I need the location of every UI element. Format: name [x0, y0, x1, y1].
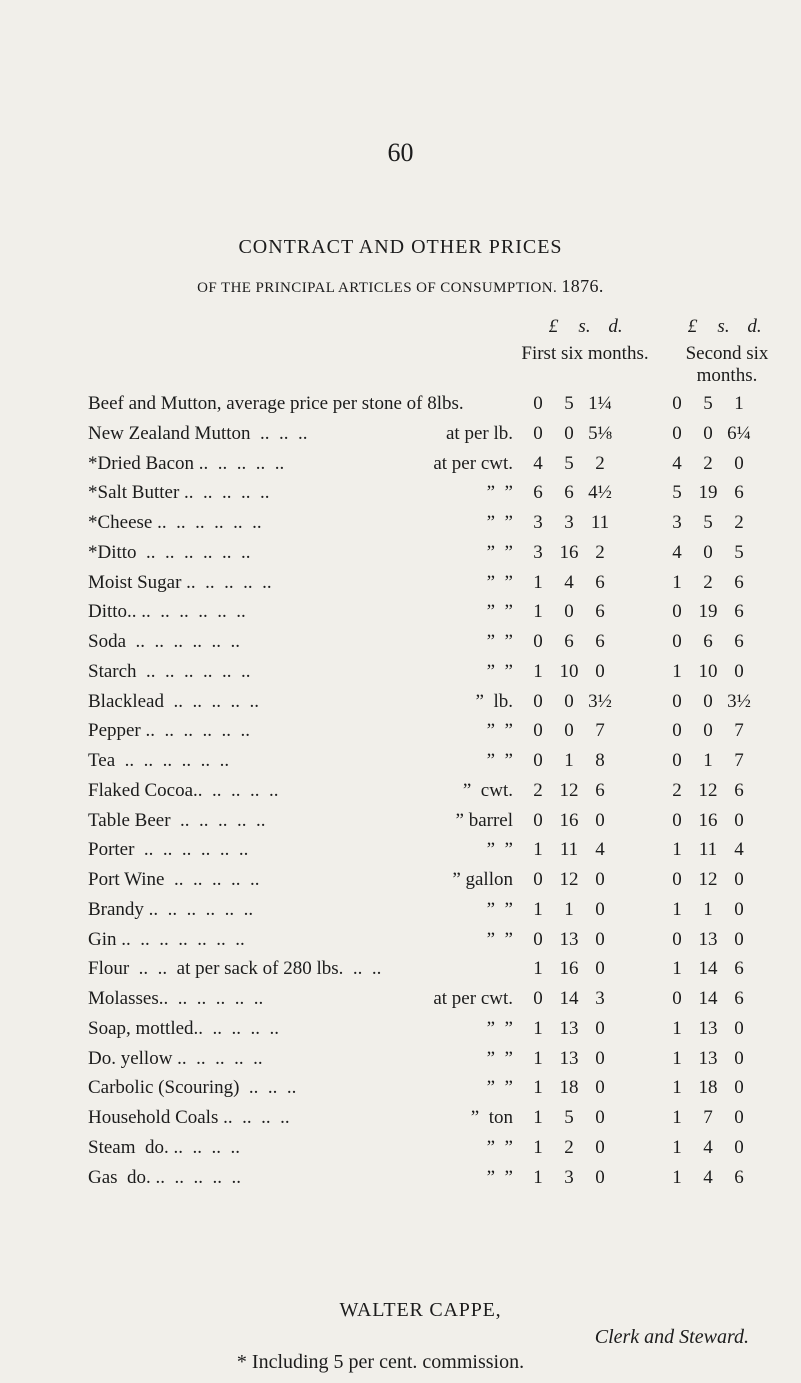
- second-period-pounds: 0: [672, 720, 682, 741]
- unit-label: ” ”: [486, 542, 513, 563]
- first-period-pounds: 1: [533, 572, 543, 593]
- first-period-shillings: 10: [559, 661, 579, 682]
- unit-label: ” gallon: [452, 869, 513, 890]
- first-period-pounds: 0: [533, 869, 543, 890]
- second-period-pounds: 0: [672, 393, 682, 414]
- second-period-pence: 0: [734, 1107, 744, 1128]
- first-period-pence: 0: [595, 1137, 605, 1158]
- second-period-pounds: 3: [672, 512, 682, 533]
- first-period-shillings: 13: [559, 1048, 579, 1069]
- article-label: Soap, mottled.. .. .. .. ..: [88, 1018, 280, 1039]
- first-period-pounds: 1: [533, 601, 543, 622]
- first-period-pounds: 0: [533, 423, 543, 444]
- second-period-pounds: 0: [672, 691, 682, 712]
- signature-name: WALTER CAPPE,: [339, 1299, 502, 1321]
- second-period-pounds: 1: [672, 1018, 682, 1039]
- unit-label: ” lb.: [475, 691, 513, 712]
- second-period-shillings: 0: [703, 720, 713, 741]
- first-period-shillings: 11: [559, 839, 579, 860]
- table-row: [0, 1077, 801, 1107]
- article-label: Moist Sugar .. .. .. .. ..: [88, 572, 272, 593]
- first-period-shillings: 16: [559, 542, 579, 563]
- first-period-pounds: 0: [533, 631, 543, 652]
- second-period-pence: 0: [734, 661, 744, 682]
- footnote: * Including 5 per cent. commission.: [236, 1351, 525, 1373]
- second-period-pounds: 0: [672, 988, 682, 1009]
- first-period-pounds: 1: [533, 1167, 543, 1188]
- article-label: Flour .. .. at per sack of 280 lbs. .. ..: [88, 958, 382, 979]
- shillings-symbol: s.: [578, 316, 591, 337]
- pounds-symbol: £: [687, 316, 698, 337]
- table-row: [0, 661, 801, 691]
- second-period-pounds: 1: [672, 572, 682, 593]
- currency-header-first: [538, 316, 631, 338]
- first-period-shillings: 5: [564, 1107, 574, 1128]
- period-header-first: First six months.: [521, 343, 649, 364]
- unit-label: ” ”: [486, 1048, 513, 1069]
- second-period-shillings: 14: [698, 988, 718, 1009]
- article-label: Molasses.. .. .. .. .. ..: [88, 988, 264, 1009]
- first-period-shillings: 0: [564, 601, 574, 622]
- table-row: [0, 393, 801, 423]
- article-label: Flaked Cocoa.. .. .. .. ..: [88, 780, 279, 801]
- second-period-shillings: 1: [703, 899, 713, 920]
- table-row: [0, 839, 801, 869]
- table-row: [0, 691, 801, 721]
- second-period-pence: 6: [734, 482, 744, 503]
- second-period-pence: 6: [734, 631, 744, 652]
- second-period-shillings: 19: [698, 482, 718, 503]
- first-period-shillings: 5: [564, 453, 574, 474]
- article-label: Ditto.. .. .. .. .. .. ..: [88, 601, 246, 622]
- first-period-pence: 0: [595, 1018, 605, 1039]
- unit-label: ” ”: [486, 661, 513, 682]
- article-label: Carbolic (Scouring) .. .. ..: [88, 1077, 297, 1098]
- second-period-shillings: 14: [698, 958, 718, 979]
- second-period-pence: 7: [734, 720, 744, 741]
- table-row: [0, 542, 801, 572]
- first-period-pence: 8: [595, 750, 605, 771]
- second-period-pounds: 0: [672, 423, 682, 444]
- second-period-pence: 0: [734, 929, 744, 950]
- first-period-pounds: 1: [533, 958, 543, 979]
- second-period-pence: 0: [734, 1077, 744, 1098]
- first-period-pence: 11: [590, 512, 610, 533]
- unit-label: ” ”: [486, 1077, 513, 1098]
- second-period-pounds: 4: [672, 542, 682, 563]
- table-row: [0, 988, 801, 1018]
- first-period-pence: 0: [595, 1048, 605, 1069]
- article-label: New Zealand Mutton .. .. ..: [88, 423, 308, 444]
- first-period-pence: 2: [595, 453, 605, 474]
- first-period-shillings: 14: [559, 988, 579, 1009]
- first-period-pence: 0: [595, 899, 605, 920]
- first-period-pounds: 3: [533, 512, 543, 533]
- unit-label: ” ”: [486, 839, 513, 860]
- first-period-pence: 0: [595, 958, 605, 979]
- table-row: [0, 601, 801, 631]
- table-row: [0, 512, 801, 542]
- article-label: Starch .. .. .. .. .. ..: [88, 661, 251, 682]
- second-period-shillings: 13: [698, 1018, 718, 1039]
- subtitle-year: 1876.: [561, 276, 604, 296]
- first-period-pounds: 0: [533, 393, 543, 414]
- first-period-pence: 6: [595, 780, 605, 801]
- second-period-pounds: 1: [672, 1048, 682, 1069]
- article-label: Pepper .. .. .. .. .. ..: [88, 720, 251, 741]
- first-period-pounds: 1: [533, 1018, 543, 1039]
- article-label: Gas do. .. .. .. .. ..: [88, 1167, 242, 1188]
- article-label: *Cheese .. .. .. .. .. ..: [88, 512, 262, 533]
- second-period-pence: 0: [734, 1018, 744, 1039]
- table-row: [0, 869, 801, 899]
- unit-label: ” ”: [486, 929, 513, 950]
- first-period-shillings: 16: [559, 810, 579, 831]
- first-period-pence: 0: [595, 1077, 605, 1098]
- second-period-pence: 0: [734, 453, 744, 474]
- unit-label: ” ”: [486, 631, 513, 652]
- table-row: [0, 1167, 801, 1197]
- second-period-shillings: 7: [703, 1107, 713, 1128]
- table-row: [0, 929, 801, 959]
- first-period-shillings: 6: [564, 631, 574, 652]
- first-period-pence: 4: [595, 839, 605, 860]
- first-period-pounds: 0: [533, 750, 543, 771]
- second-period-pounds: 1: [672, 1167, 682, 1188]
- first-period-pence: 0: [595, 1167, 605, 1188]
- first-period-shillings: 16: [559, 958, 579, 979]
- table-row: [0, 1137, 801, 1167]
- first-period-pence: 3: [595, 988, 605, 1009]
- second-period-pence: 1: [734, 393, 744, 414]
- first-period-shillings: 13: [559, 929, 579, 950]
- second-period-pence: 4: [734, 839, 744, 860]
- signature-title: Clerk and Steward.: [594, 1326, 749, 1348]
- second-period-shillings: 4: [703, 1137, 713, 1158]
- article-label: *Ditto .. .. .. .. .. ..: [88, 542, 251, 563]
- article-label: Brandy .. .. .. .. .. ..: [88, 899, 254, 920]
- first-period-pounds: 6: [533, 482, 543, 503]
- first-period-shillings: 5: [564, 393, 574, 414]
- second-period-shillings: 10: [698, 661, 718, 682]
- first-period-shillings: 12: [559, 869, 579, 890]
- shillings-symbol: s.: [717, 316, 730, 337]
- table-row: [0, 423, 801, 453]
- first-period-pence: 0: [595, 661, 605, 682]
- first-period-shillings: 1: [564, 899, 574, 920]
- page-title: CONTRACT AND OTHER PRICES: [238, 236, 563, 258]
- table-row: [0, 720, 801, 750]
- second-period-pounds: 0: [672, 869, 682, 890]
- first-period-pence: 0: [595, 810, 605, 831]
- second-period-pounds: 2: [672, 780, 682, 801]
- first-period-pence: 2: [595, 542, 605, 563]
- first-period-pounds: 0: [533, 691, 543, 712]
- second-period-shillings: 2: [703, 572, 713, 593]
- second-period-shillings: 19: [698, 601, 718, 622]
- table-row: [0, 899, 801, 929]
- table-row: [0, 780, 801, 810]
- second-period-shillings: 4: [703, 1167, 713, 1188]
- second-period-pounds: 1: [672, 1107, 682, 1128]
- unit-label: ” ”: [486, 482, 513, 503]
- table-row: [0, 958, 801, 988]
- second-period-shillings: 12: [698, 780, 718, 801]
- first-period-pence: 3½: [588, 691, 612, 712]
- currency-header-second: [677, 316, 770, 338]
- second-period-shillings: 2: [703, 453, 713, 474]
- unit-label: at per cwt.: [433, 988, 513, 1009]
- second-period-pence: 6: [734, 1167, 744, 1188]
- second-period-pounds: 4: [672, 453, 682, 474]
- second-period-shillings: 11: [698, 839, 718, 860]
- unit-label: ” ”: [486, 601, 513, 622]
- second-period-shillings: 5: [703, 393, 713, 414]
- first-period-shillings: 0: [564, 691, 574, 712]
- second-period-shillings: 6: [703, 631, 713, 652]
- unit-label: ” ”: [486, 512, 513, 533]
- first-period-shillings: 0: [564, 423, 574, 444]
- period-header-second: Second six months.: [685, 343, 769, 386]
- first-period-pounds: 1: [533, 839, 543, 860]
- first-period-pounds: 2: [533, 780, 543, 801]
- article-label: *Salt Butter .. .. .. .. ..: [88, 482, 270, 503]
- second-period-shillings: 13: [698, 929, 718, 950]
- article-label: Gin .. .. .. .. .. .. ..: [88, 929, 245, 950]
- first-period-pounds: 1: [533, 899, 543, 920]
- first-period-pounds: 1: [533, 1077, 543, 1098]
- first-period-shillings: 1: [564, 750, 574, 771]
- second-period-pounds: 1: [672, 839, 682, 860]
- pounds-symbol: £: [548, 316, 559, 337]
- article-label: Do. yellow .. .. .. .. ..: [88, 1048, 263, 1069]
- article-label: *Dried Bacon .. .. .. .. ..: [88, 453, 285, 474]
- first-period-pounds: 3: [533, 542, 543, 563]
- second-period-pounds: 0: [672, 750, 682, 771]
- unit-label: ” barrel: [455, 810, 513, 831]
- second-period-pence: 0: [734, 1048, 744, 1069]
- second-period-shillings: 5: [703, 512, 713, 533]
- second-period-pence: 6: [734, 988, 744, 1009]
- first-period-pounds: 1: [533, 1137, 543, 1158]
- second-period-shillings: 0: [703, 542, 713, 563]
- first-period-pence: 6: [595, 631, 605, 652]
- first-period-shillings: 3: [564, 1167, 574, 1188]
- second-period-pence: 3½: [727, 691, 751, 712]
- unit-label: ” cwt.: [462, 780, 513, 801]
- first-period-pence: 0: [595, 1107, 605, 1128]
- second-period-pounds: 1: [672, 661, 682, 682]
- first-period-pence: 0: [595, 929, 605, 950]
- second-period-shillings: 16: [698, 810, 718, 831]
- second-period-pence: 7: [734, 750, 744, 771]
- article-label: Porter .. .. .. .. .. ..: [88, 839, 249, 860]
- second-period-pence: 6: [734, 601, 744, 622]
- table-row: [0, 1048, 801, 1078]
- article-label: Port Wine .. .. .. .. ..: [88, 869, 260, 890]
- unit-label: ” ”: [486, 899, 513, 920]
- first-period-pence: 6: [595, 572, 605, 593]
- first-period-pounds: 0: [533, 988, 543, 1009]
- first-period-pounds: 1: [533, 1048, 543, 1069]
- first-period-pounds: 4: [533, 453, 543, 474]
- second-period-pounds: 0: [672, 601, 682, 622]
- second-period-pounds: 0: [672, 810, 682, 831]
- article-label: Household Coals .. .. .. ..: [88, 1107, 290, 1128]
- article-label: Steam do. .. .. .. ..: [88, 1137, 240, 1158]
- article-label: Soda .. .. .. .. .. ..: [88, 631, 240, 652]
- unit-label: ” ”: [486, 720, 513, 741]
- unit-label: at per cwt.: [433, 453, 513, 474]
- first-period-pounds: 0: [533, 810, 543, 831]
- first-period-pence: 6: [595, 601, 605, 622]
- second-period-shillings: 12: [698, 869, 718, 890]
- table-row: [0, 572, 801, 602]
- second-period-shillings: 1: [703, 750, 713, 771]
- second-period-pounds: 5: [672, 482, 682, 503]
- first-period-pounds: 0: [533, 929, 543, 950]
- second-period-pence: 0: [734, 1137, 744, 1158]
- second-period-pence: 6¼: [727, 423, 751, 444]
- second-period-shillings: 0: [703, 423, 713, 444]
- table-row: [0, 1107, 801, 1137]
- unit-label: ” ”: [486, 1167, 513, 1188]
- unit-label: ” ”: [486, 1018, 513, 1039]
- table-row: [0, 631, 801, 661]
- page-number: 60: [387, 138, 414, 167]
- table-row: [0, 810, 801, 840]
- unit-label: ” ”: [486, 750, 513, 771]
- page-subtitle: [0, 276, 801, 297]
- second-period-shillings: 13: [698, 1048, 718, 1069]
- second-period-pounds: 1: [672, 1137, 682, 1158]
- second-period-pence: 5: [734, 542, 744, 563]
- second-period-pounds: 1: [672, 899, 682, 920]
- second-period-pence: 6: [734, 780, 744, 801]
- first-period-pence: 4½: [588, 482, 612, 503]
- unit-label: ” ”: [486, 1137, 513, 1158]
- second-period-pounds: 1: [672, 1077, 682, 1098]
- article-label: Tea .. .. .. .. .. ..: [88, 750, 230, 771]
- first-period-shillings: 18: [559, 1077, 579, 1098]
- second-period-pounds: 0: [672, 631, 682, 652]
- second-period-pence: 2: [734, 512, 744, 533]
- first-period-pence: 1¼: [588, 393, 612, 414]
- first-period-shillings: 2: [564, 1137, 574, 1158]
- second-period-shillings: 18: [698, 1077, 718, 1098]
- first-period-pence: 5⅛: [588, 423, 612, 444]
- unit-label: ” ”: [486, 572, 513, 593]
- table-row: [0, 750, 801, 780]
- first-period-shillings: 6: [564, 482, 574, 503]
- second-period-pounds: 0: [672, 929, 682, 950]
- article-label: Beef and Mutton, average price per stone of 8lbs.: [88, 393, 464, 414]
- second-period-pence: 0: [734, 899, 744, 920]
- first-period-pounds: 1: [533, 1107, 543, 1128]
- second-period-pence: 6: [734, 958, 744, 979]
- subtitle-text: OF THE PRINCIPAL ARTICLES OF CONSUMPTION.: [197, 280, 558, 296]
- table-row: [0, 453, 801, 483]
- second-period-pence: 0: [734, 869, 744, 890]
- table-row: [0, 482, 801, 512]
- table-row: [0, 1018, 801, 1048]
- unit-label: at per lb.: [445, 423, 513, 444]
- pence-symbol: d.: [747, 316, 762, 337]
- second-period-pence: 6: [734, 572, 744, 593]
- first-period-shillings: 13: [559, 1018, 579, 1039]
- first-period-shillings: 0: [564, 720, 574, 741]
- unit-label: ” ton: [470, 1107, 513, 1128]
- first-period-pence: 7: [595, 720, 605, 741]
- first-period-shillings: 12: [559, 780, 579, 801]
- second-period-pounds: 1: [672, 958, 682, 979]
- first-period-shillings: 3: [564, 512, 574, 533]
- article-label: Blacklead .. .. .. .. ..: [88, 691, 259, 712]
- first-period-pounds: 1: [533, 661, 543, 682]
- pence-symbol: d.: [608, 316, 623, 337]
- second-period-shillings: 0: [703, 691, 713, 712]
- second-period-pence: 0: [734, 810, 744, 831]
- first-period-shillings: 4: [564, 572, 574, 593]
- first-period-pence: 0: [595, 869, 605, 890]
- first-period-pounds: 0: [533, 720, 543, 741]
- article-label: Table Beer .. .. .. .. ..: [88, 810, 266, 831]
